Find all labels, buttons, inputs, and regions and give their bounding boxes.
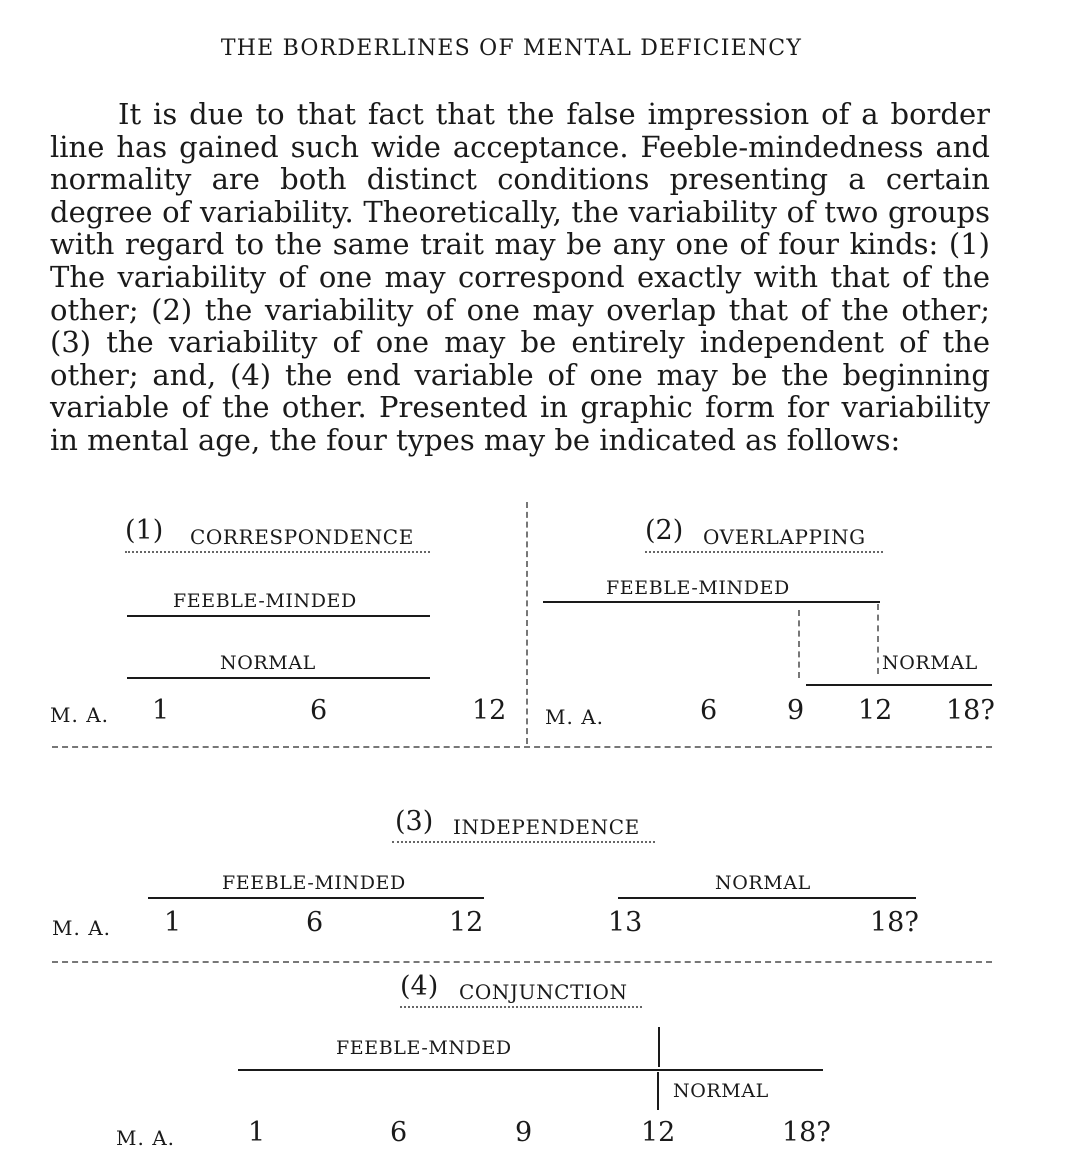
figure-number: (2) xyxy=(645,515,684,546)
feeble-minded-range-line xyxy=(148,897,484,899)
title-underline xyxy=(125,551,430,553)
tick-label: 12 xyxy=(472,695,507,726)
group-label-feeble-minded: FEEBLE-MINDED xyxy=(222,872,406,894)
tick-label: 12 xyxy=(641,1117,676,1148)
title-underline xyxy=(400,1006,642,1008)
group-label-feeble-minded: FEEBLE-MINDED xyxy=(173,590,357,612)
figure-number: (3) xyxy=(395,806,434,837)
normal-range-line xyxy=(658,1069,823,1071)
normal-range-line xyxy=(127,677,430,679)
running-title: THE BORDERLINES OF MENTAL DEFICIENCY xyxy=(220,36,803,61)
group-label-feeble-minded: FEEBLE-MNDED xyxy=(336,1037,512,1059)
conjunction-marker-lower xyxy=(657,1072,659,1110)
overlap-marker-start xyxy=(798,610,800,678)
tick-label: 1 xyxy=(164,907,182,938)
overlap-marker-end xyxy=(877,604,879,674)
normal-range-line xyxy=(618,897,916,899)
group-label-normal: NORMAL xyxy=(715,872,811,894)
tick-label: 6 xyxy=(310,695,328,726)
tick-label: 13 xyxy=(608,907,643,938)
tick-label: 1 xyxy=(152,695,170,726)
tick-label: 9 xyxy=(515,1117,533,1148)
group-label-normal: NORMAL xyxy=(882,652,978,674)
tick-label: 12 xyxy=(449,907,484,938)
group-label-normal: NORMAL xyxy=(220,652,316,674)
tick-label: 9 xyxy=(787,695,805,726)
feeble-minded-range-line xyxy=(238,1069,658,1071)
tick-label: 12 xyxy=(858,695,893,726)
axis-label-mental-age: M. A. xyxy=(116,1126,175,1150)
axis-label-mental-age: M. A. xyxy=(50,703,109,727)
tick-label: 6 xyxy=(306,907,324,938)
axis-label-mental-age: M. A. xyxy=(52,916,111,940)
figure-number: (4) xyxy=(400,971,439,1002)
title-underline xyxy=(645,551,883,553)
body-paragraph: It is due to that fact that the false impression of a border line has gained such wide acceptance. Feeble-mindedness and normality are both distinct conditions presenting a certain degree of variability. Theoretically, the variability of two groups with regard to the same trait may be any one of four kinds: (1) The variability of one may correspond exactly with that of the other; (2) the variability of one may overlap that of the other; (3) the variability of one may be entirely independent of the other; and, (4) the end variable of one may be the beginning variable of the other. Presented in graphic form for variability in mental age, the four types may be indicated as follows: xyxy=(50,97,990,457)
tick-label: 1 xyxy=(248,1117,266,1148)
conjunction-marker-upper xyxy=(658,1027,660,1067)
figure-number: (1) xyxy=(125,515,164,546)
figure-title: INDEPENDENCE xyxy=(453,815,640,839)
group-label-normal: NORMAL xyxy=(673,1080,769,1102)
group-label-feeble-minded: FEEBLE-MINDED xyxy=(606,577,790,599)
figure-title: CONJUNCTION xyxy=(459,980,628,1004)
figure-separator-horizontal xyxy=(52,746,992,748)
tick-label: 18? xyxy=(946,695,995,726)
figure-title: OVERLAPPING xyxy=(703,525,866,549)
tick-label: 18? xyxy=(782,1117,831,1148)
tick-label: 6 xyxy=(390,1117,408,1148)
feeble-minded-range-line xyxy=(543,601,880,603)
feeble-minded-range-line xyxy=(127,615,430,617)
normal-range-line xyxy=(806,684,992,686)
axis-label-mental-age: M. A. xyxy=(545,705,604,729)
figure-separator-horizontal xyxy=(52,961,992,963)
tick-label: 18? xyxy=(870,907,919,938)
figure-separator-vertical xyxy=(526,502,528,744)
figure-title: CORRESPONDENCE xyxy=(190,525,414,549)
tick-label: 6 xyxy=(700,695,718,726)
title-underline xyxy=(392,841,655,843)
